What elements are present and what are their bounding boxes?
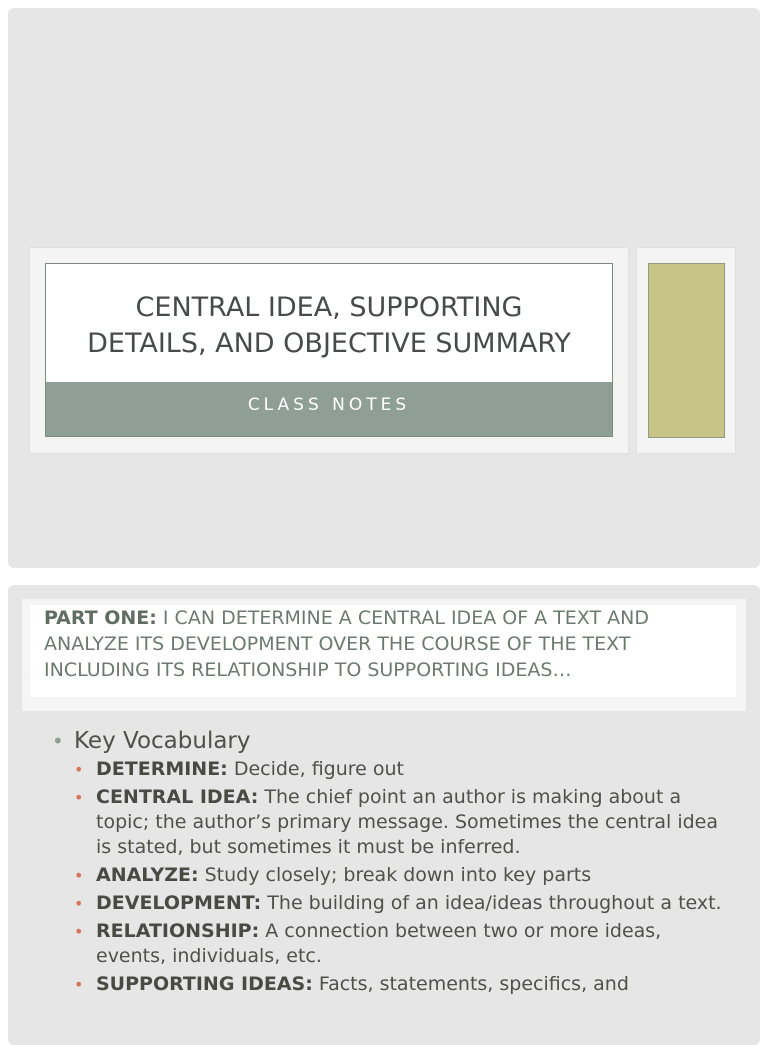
subtitle-band: [46, 382, 612, 436]
header-box: [22, 599, 746, 711]
bullet-dot-icon: •: [74, 760, 84, 779]
list-item: [74, 785, 732, 860]
section-title: Key Vocabulary: [74, 728, 251, 754]
definition: A connection between two or more ideas, events, individuals, etc.: [96, 920, 662, 967]
term: ANALYZE:: [96, 864, 199, 886]
bullet-dot-icon: •: [74, 975, 84, 994]
bullet-dot-icon: •: [52, 729, 64, 753]
slide-subtitle: CLASS NOTES: [247, 395, 411, 415]
title-slide: [8, 8, 760, 568]
bullet-dot-icon: •: [74, 894, 84, 913]
heading-label: PART ONE:: [44, 607, 157, 629]
term: CENTRAL IDEA:: [96, 786, 259, 808]
list-item: [74, 891, 732, 916]
term: SUPPORTING IDEAS:: [96, 973, 313, 995]
accent-frame: [637, 248, 735, 453]
bullet-dot-icon: •: [74, 922, 84, 941]
title-frame: [30, 248, 628, 453]
header-inner: [30, 605, 736, 697]
definition: Decide, figure out: [227, 758, 405, 780]
vocabulary-list: [74, 757, 732, 997]
slide-heading: [44, 605, 724, 683]
term: RELATIONSHIP:: [96, 920, 260, 942]
term: DETERMINE:: [96, 758, 228, 780]
vocabulary-slide: [8, 585, 760, 1045]
bullet-dot-icon: •: [74, 866, 84, 885]
definition: Facts, statements, specifics, and: [312, 973, 629, 995]
term: DEVELOPMENT:: [96, 892, 262, 914]
accent-block: [648, 263, 725, 438]
bullet-dot-icon: •: [74, 788, 84, 807]
list-item: [74, 757, 732, 782]
section-bullet: [52, 725, 732, 757]
slide-title: CENTRAL IDEA, SUPPORTING DETAILS, AND OBJECTIVE SUMMARY: [87, 292, 571, 359]
definition: Study closely; break down into key parts: [198, 864, 592, 886]
heading-text: I CAN DETERMINE A CENTRAL IDEA OF A TEXT AND ANALYZE ITS DEVELOPMENT OVER THE COURSE OF THE TEXT INCLUDING ITS RELATIONSHIP TO SUPPORTING IDEAS…: [44, 607, 649, 681]
list-item: [74, 919, 732, 969]
list-item: [74, 972, 732, 997]
list-item: [74, 863, 732, 888]
slide-content: [52, 725, 732, 1000]
definition: The chief point an author is making about a topic; the author’s primary message. Sometimes the central idea is stated, but sometimes it must be inferred.: [96, 786, 719, 858]
title-box: [45, 263, 613, 437]
definition: The building of an idea/ideas throughout a text.: [261, 892, 722, 914]
